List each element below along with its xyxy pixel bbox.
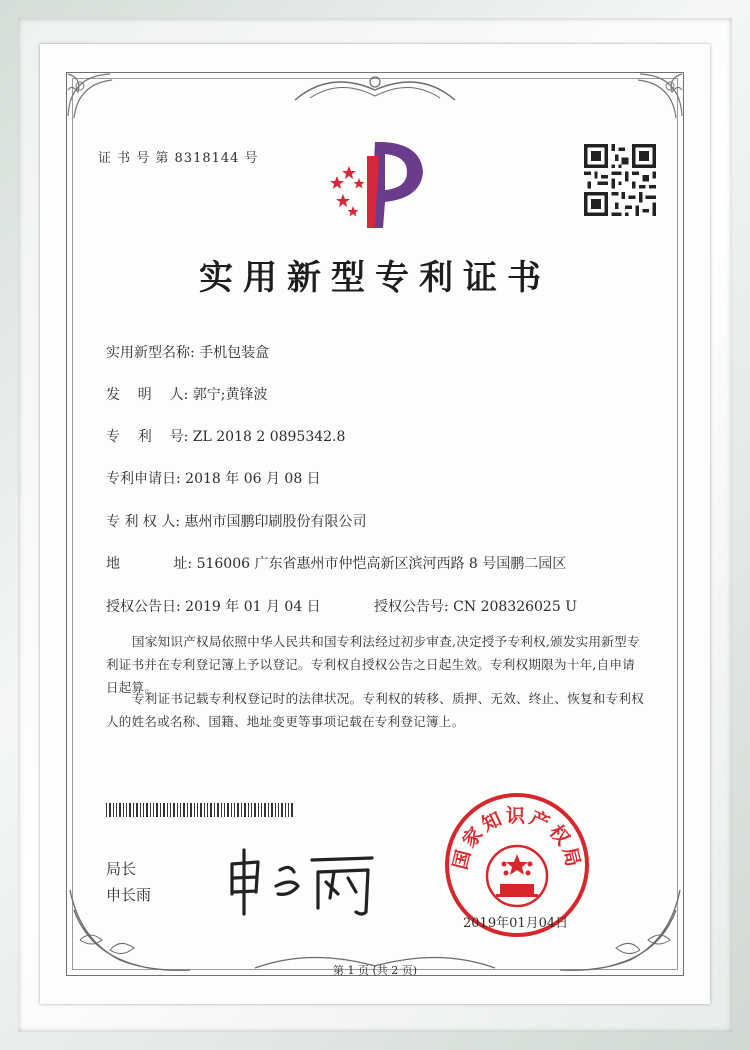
seal-date: 2019年01月04日: [463, 916, 569, 931]
field-patentee: [106, 511, 367, 531]
field-value: CN 208326025 U: [453, 599, 577, 615]
director-title: 局长: [106, 860, 137, 878]
certificate-statement-paragraph: 国家知识产权局依照中华人民共和国专利法经过初步审查,决定授予专利权,颁发实用新型专利证书并在专利登记簿上予以登记。专利权自授权公告之日起生效。专利权期限为十年,自申请日起算。: [106, 634, 640, 695]
field-value: 手机包装盒: [199, 345, 270, 361]
barcode-icon: [106, 803, 294, 817]
national-emblem-icon: [487, 846, 547, 906]
field-value: 2019 年 01 月 04 日: [185, 599, 321, 615]
certificate-title: 实用新型专利证书: [199, 258, 551, 298]
certificate-number: 证 书 号 第 8318144 号: [98, 151, 259, 166]
field-label: 专利申请日:: [106, 471, 181, 487]
field-grant-publication-number: [374, 596, 577, 616]
page-indicator: 第 1 页 (共 2 页): [332, 964, 418, 977]
director-signature: [222, 842, 382, 920]
qr-code-icon: [584, 144, 656, 216]
field-value: 郭宁;黄锋波: [192, 387, 268, 403]
field-grant-date: [106, 596, 321, 616]
cnipa-logo-icon: [323, 136, 443, 236]
field-patent-number: [106, 426, 345, 446]
field-label: 发 明 人:: [106, 387, 189, 403]
field-label: 专 利 号:: [106, 429, 189, 445]
field-value: ZL 2018 2 0895342.8: [192, 429, 346, 445]
field-utility-model-name: [106, 342, 269, 362]
director-name: 申长雨: [106, 886, 152, 904]
field-label: 地 址:: [106, 556, 193, 572]
field-filing-date: [106, 468, 321, 488]
field-label: 实用新型名称:: [106, 345, 195, 361]
field-label: 授权公告日:: [106, 599, 181, 615]
field-inventor: [106, 384, 268, 404]
field-label: 授权公告号:: [374, 599, 449, 615]
field-value: 516006 广东省惠州市仲恺高新区滨河西路 8 号国鹏二园区: [196, 556, 567, 572]
seal-text: 国家知识产权局: [449, 805, 585, 872]
field-value: 2018 年 06 月 08 日: [185, 471, 321, 487]
field-value: 惠州市国鹏印刷股份有限公司: [184, 514, 367, 530]
field-label: 专 利 权 人:: [106, 514, 181, 530]
legal-status-paragraph: 专利证书记载专利权登记时的法律状况。专利权的转移、质押、无效、终止、恢复和专利权人的姓名或名称、国籍、地址变更等事项记载在专利登记簿上。: [106, 691, 645, 729]
field-address: [106, 553, 566, 573]
